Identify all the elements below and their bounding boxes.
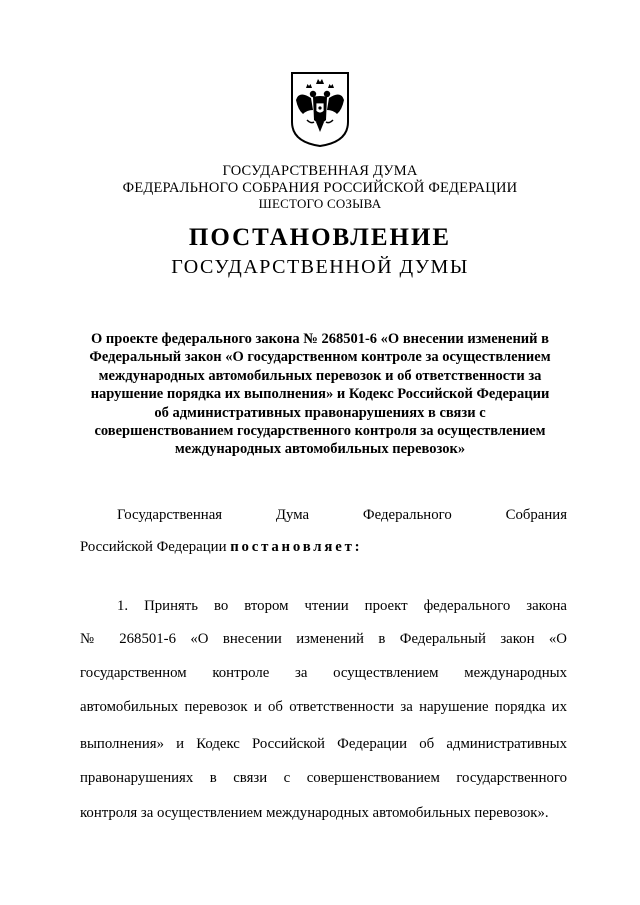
preamble-action: постановляет:	[230, 539, 363, 555]
item1-line: выполнения» и Кодекс Российской Федерации об административных	[80, 736, 567, 752]
document-title: ПОСТАНОВЛЕНИЕ	[188, 224, 452, 251]
preamble-line: Государственная Дума Федерального Собрания	[117, 507, 567, 523]
subject-line: О проекте федерального закона № 268501-6 «О внесении изменений в	[91, 331, 549, 347]
item1-line: автомобильных перевозок и об ответственности за нарушение порядка их	[80, 699, 567, 715]
org-line-convocation: ШЕСТОГО СОЗЫВА	[258, 196, 382, 211]
subject-line: нарушение порядка их выполнения» и Кодекс Российской Федерации	[90, 386, 550, 403]
item1-line: правонарушениях в связи с совершенствованием государственного	[80, 770, 567, 786]
subject-line: международных автомобильных перевозок и об ответственности за	[98, 367, 542, 384]
coat-of-arms-icon	[289, 70, 351, 148]
preamble-prefix: Российской Федерации	[80, 539, 231, 555]
preamble-line	[80, 539, 362, 556]
subject-line: совершенствованием государственного контроля за осуществлением	[94, 423, 546, 440]
org-line-duma: ГОСУДАРСТВЕННАЯ ДУМА	[222, 163, 418, 179]
document-subtitle: ГОСУДАРСТВЕННОЙ ДУМЫ	[171, 256, 469, 278]
item1-line: 1. Принять во втором чтении проект федерального закона	[117, 598, 567, 614]
subject-line: Федеральный закон «О государственном контроле за осуществлением	[89, 349, 551, 366]
item1-line: государственном контроле за осуществлением международных	[80, 665, 567, 681]
item1-line: № 268501-6 «О внесении изменений в Федеральный закон «О	[80, 631, 567, 647]
resolution-subject	[70, 330, 570, 459]
subject-line: международных автомобильных перевозок»	[174, 441, 466, 458]
org-line-federal-assembly: ФЕДЕРАЛЬНОГО СОБРАНИЯ РОССИЙСКОЙ ФЕДЕРАЦИИ	[122, 180, 518, 196]
subject-line: об административных правонарушениях в связи с	[154, 404, 486, 421]
item1-line: контроля за осуществлением международных автомобильных перевозок».	[80, 805, 549, 821]
